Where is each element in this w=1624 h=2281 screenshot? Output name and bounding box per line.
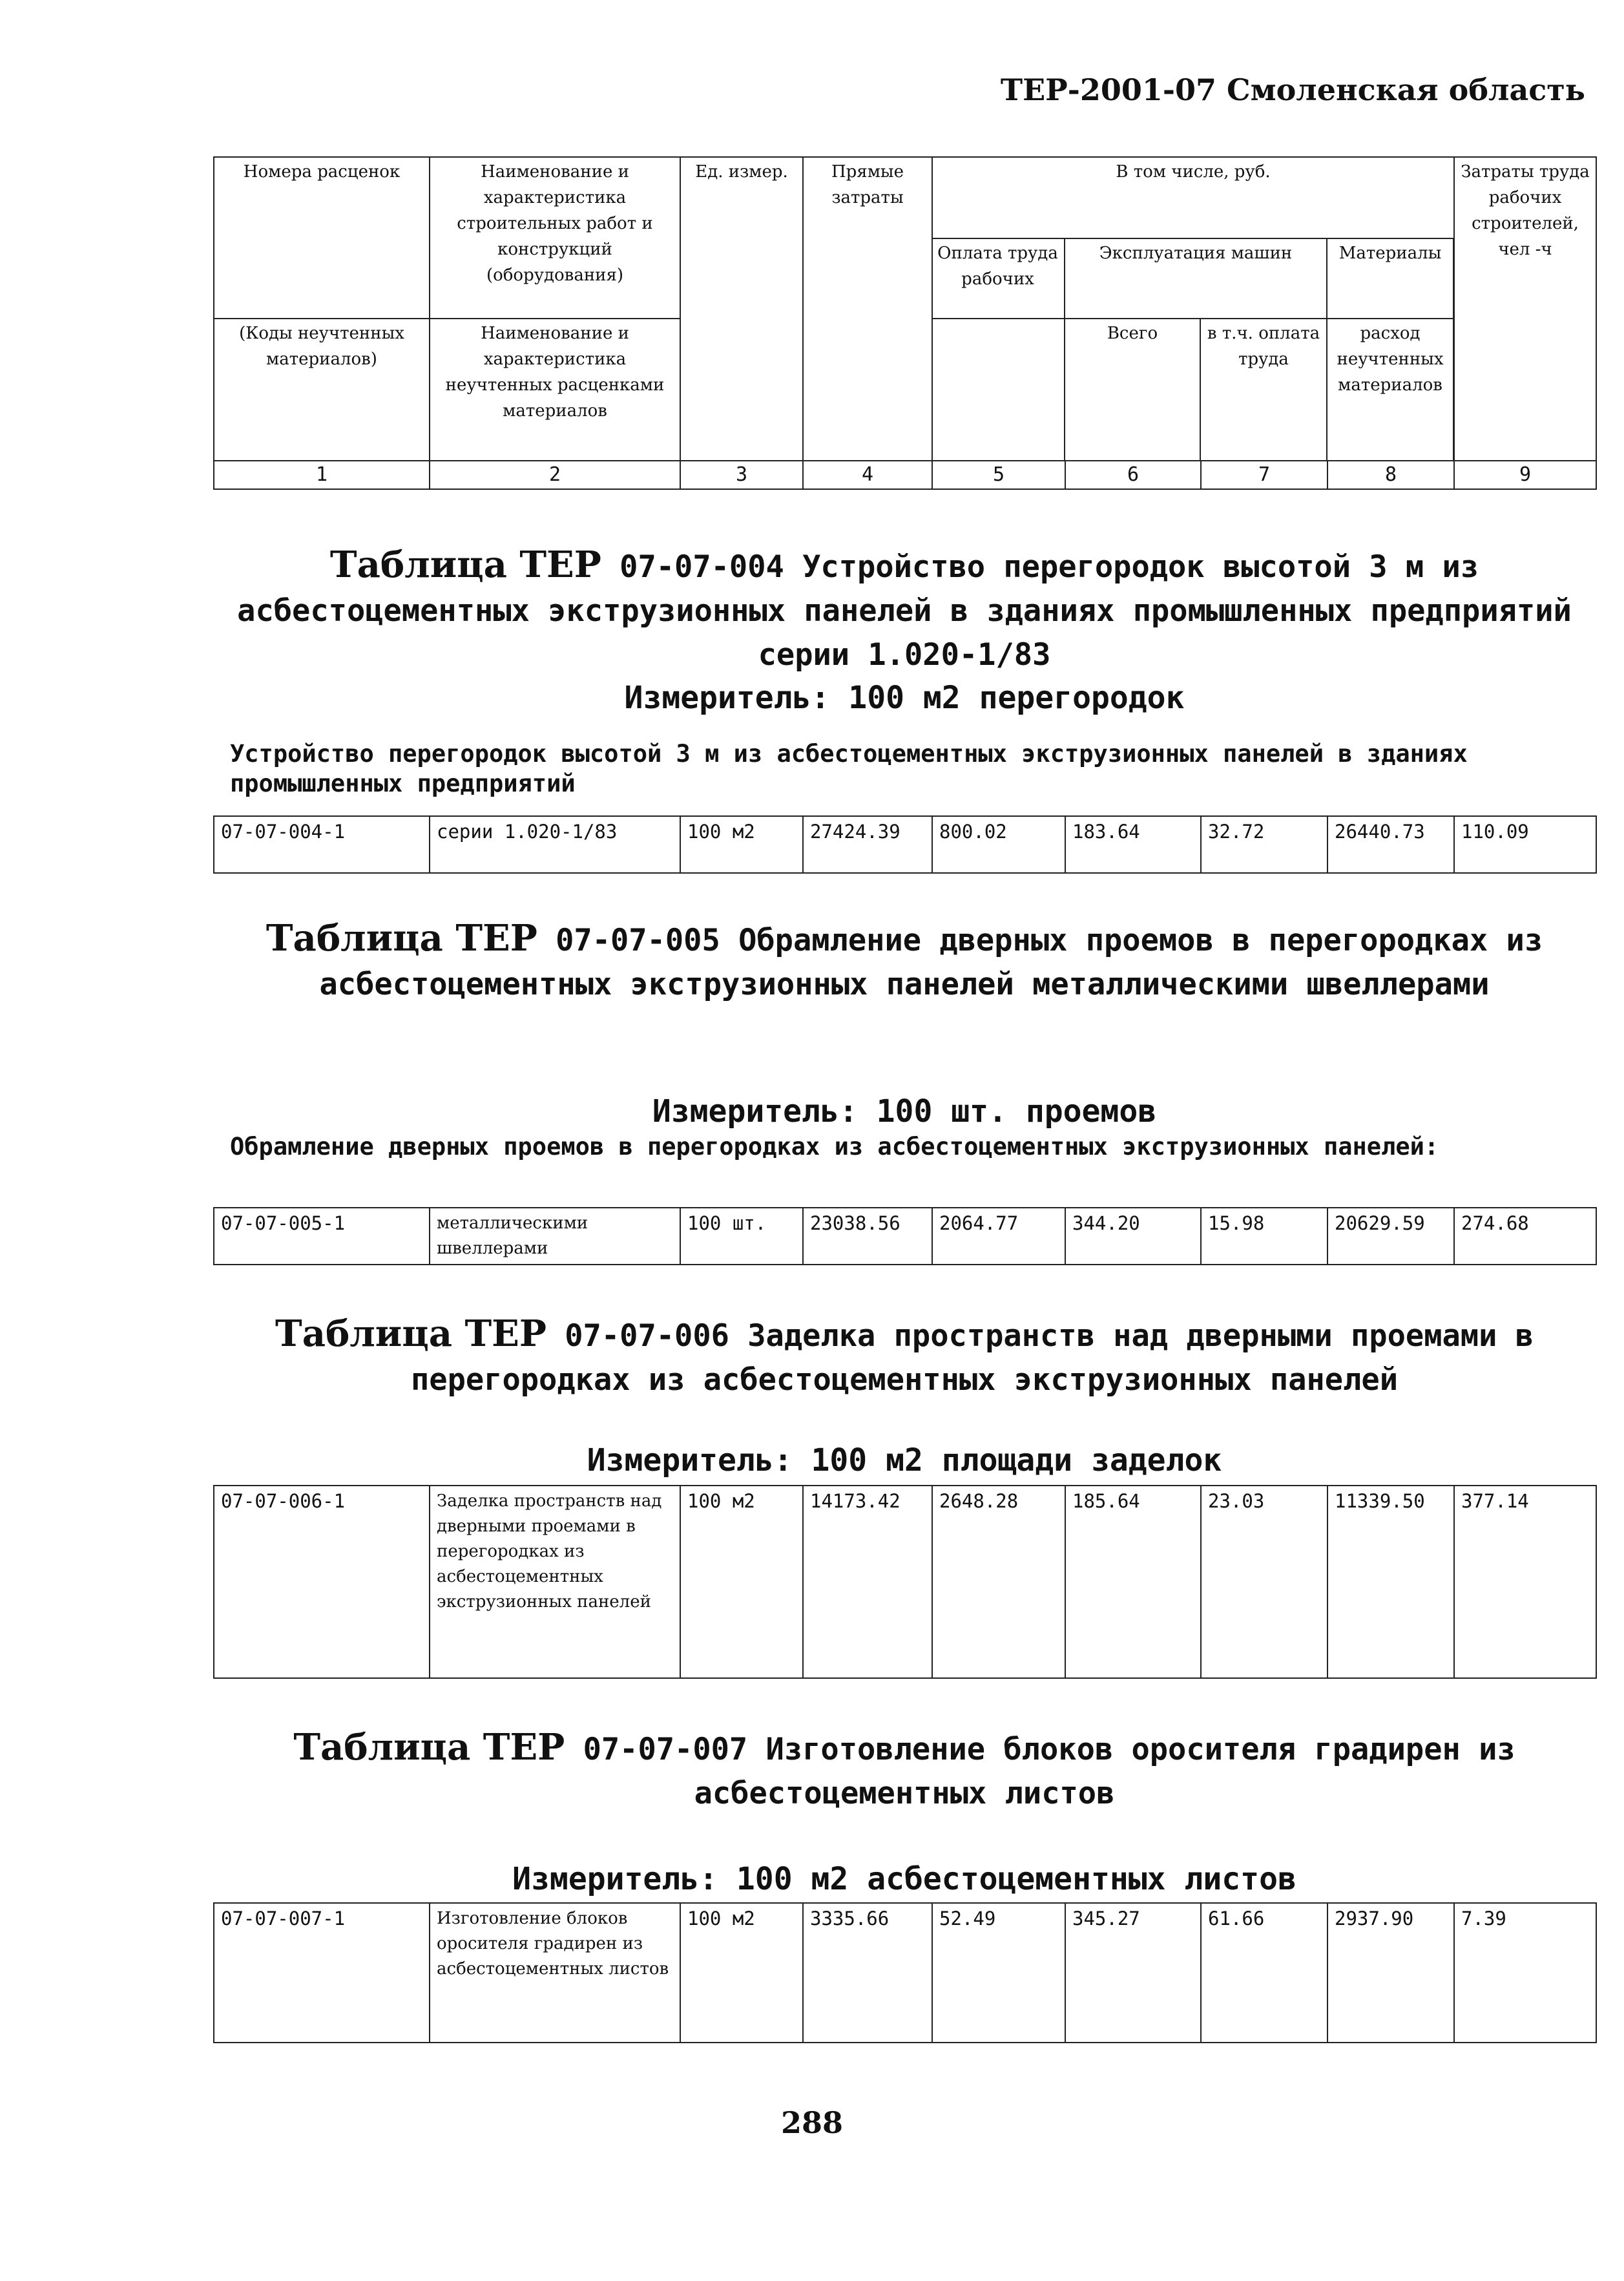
col-header-unit: Ед. измер. [680,157,803,461]
data-table-007 [213,1902,1597,2043]
row-labor-cost: 274.68 [1454,1208,1596,1265]
measure-004: Измеритель: 100 м2 перегородок [624,680,1185,716]
table-title-text: 07-07-006 Заделка пространств над дверными проемами в перегородках из асбестоцементных экструзионных панелей [410,1318,1534,1398]
row-mach-total: 183.64 [1065,816,1201,873]
col-number: 1 [214,461,430,489]
row-code: 07-07-004-1 [214,816,430,873]
col-number: 3 [680,461,803,489]
row-labor-cost: 7.39 [1454,1903,1596,2043]
row-direct: 23038.56 [803,1208,932,1265]
table-label: Таблица ТЕР [265,917,537,960]
description-005: Обрамление дверных проемов в перегородках из асбестоцементных экструзионных панелей: [230,1133,1439,1161]
col-header-name-sub: Наименование и характеристика неучтенных расценками материалов [430,319,680,461]
table-title-text: 07-07-004 Устройство перегородок высотой 3 м из асбестоцементных экструзионных панелей в зданиях промышленных предприятий серии 1.020-1/83 [237,549,1572,673]
col-number: 6 [1065,461,1201,489]
data-table-006 [213,1485,1597,1679]
row-materials: 2937.90 [1327,1903,1454,2043]
row-name: Изготовление блоков оросителя градирен из асбестоцементных листов [430,1903,680,2043]
col-header-machines: Эксплуатация машин [1065,238,1327,319]
measure-007: Измеритель: 100 м2 асбестоцементных листов [512,1861,1296,1897]
row-name: металлическими швеллерами [430,1208,680,1265]
table-row [214,1903,1596,2043]
col-number: 2 [430,461,680,489]
data-table-005 [213,1207,1597,1265]
col-header-labor-pay: Оплата труда рабочих [932,238,1065,461]
running-title: ТЕР-2001-07 Смоленская область [1000,72,1585,107]
description-004: Устройство перегородок высотой 3 м из асбестоцементных экструзионных панелей в зданиях промышленных предприятий [230,740,1468,797]
row-code: 07-07-006-1 [214,1486,430,1678]
col-header-materials: Материалы [1327,238,1453,319]
row-materials: 20629.59 [1327,1208,1454,1265]
table-row [214,1486,1596,1678]
row-labor-pay: 52.49 [932,1903,1065,2043]
incl-subheader [932,238,1454,461]
row-mach-labor: 61.66 [1201,1903,1327,2043]
col-header-direct: Прямые затраты [803,157,932,461]
row-labor-pay: 2648.28 [932,1486,1065,1678]
col-header-code: Номера расценок [214,157,430,319]
table-title-text: 07-07-007 Изготовление блоков оросителя градирен из асбестоцементных листов [583,1732,1515,1811]
row-direct: 14173.42 [803,1486,932,1678]
table-label: Таблица ТЕР [329,543,601,586]
table-label: Таблица ТЕР [275,1312,547,1355]
col-header-code-sub: (Коды неучтенных материалов) [214,319,430,461]
row-unit: 100 м2 [680,1486,803,1678]
measure-005: Измеритель: 100 шт. проемов [652,1093,1157,1130]
col-header-machines-total: Всего [1065,319,1200,461]
col-header-labor-cost: Затраты труда рабочих строителей, чел -ч [1454,157,1596,461]
row-unit: 100 м2 [680,816,803,873]
page-number: 288 [780,2105,844,2140]
row-mach-total: 185.64 [1065,1486,1201,1678]
row-mach-total: 344.20 [1065,1208,1201,1265]
col-header-machines-labor: в т.ч. оплата труда [1200,319,1327,461]
table-title-005 [213,916,1596,1007]
row-name: Заделка пространств над дверными проемами в перегородках из асбестоцементных экструзионных панелей [430,1486,680,1678]
table-title-004 [213,543,1596,677]
col-number: 9 [1454,461,1596,489]
row-mach-labor: 23.03 [1201,1486,1327,1678]
row-labor-cost: 110.09 [1454,816,1596,873]
table-title-006 [213,1312,1596,1402]
row-direct: 3335.66 [803,1903,932,2043]
table-label: Таблица ТЕР [293,1726,565,1769]
measure-006: Измеритель: 100 м2 площади заделок [587,1442,1222,1478]
col-header-incl: В том числе, руб. [932,157,1454,319]
row-code: 07-07-005-1 [214,1208,430,1265]
data-table-004 [213,815,1597,874]
col-header-materials-sub: расход неучтенных материалов [1327,319,1453,461]
row-direct: 27424.39 [803,816,932,873]
col-number: 4 [803,461,932,489]
table-title-007 [213,1725,1596,1816]
row-code: 07-07-007-1 [214,1903,430,2043]
table-row [214,816,1596,873]
col-number: 8 [1327,461,1454,489]
col-number: 7 [1201,461,1327,489]
row-mach-labor: 15.98 [1201,1208,1327,1265]
col-number: 5 [932,461,1065,489]
row-labor-pay: 800.02 [932,816,1065,873]
row-unit: 100 шт. [680,1208,803,1265]
row-materials: 26440.73 [1327,816,1454,873]
row-name: серии 1.020-1/83 [430,816,680,873]
row-mach-labor: 32.72 [1201,816,1327,873]
row-unit: 100 м2 [680,1903,803,2043]
row-labor-pay: 2064.77 [932,1208,1065,1265]
table-title-text: 07-07-005 Обрамление дверных проемов в перегородках из асбестоцементных экструзионных панелей металлическими швеллерами [319,923,1543,1002]
row-labor-cost: 377.14 [1454,1486,1596,1678]
col-header-name: Наименование и характеристика строительных работ и конструкций (оборудования) [430,157,680,319]
row-materials: 11339.50 [1327,1486,1454,1678]
row-mach-total: 345.27 [1065,1903,1201,2043]
table-row [214,1208,1596,1265]
